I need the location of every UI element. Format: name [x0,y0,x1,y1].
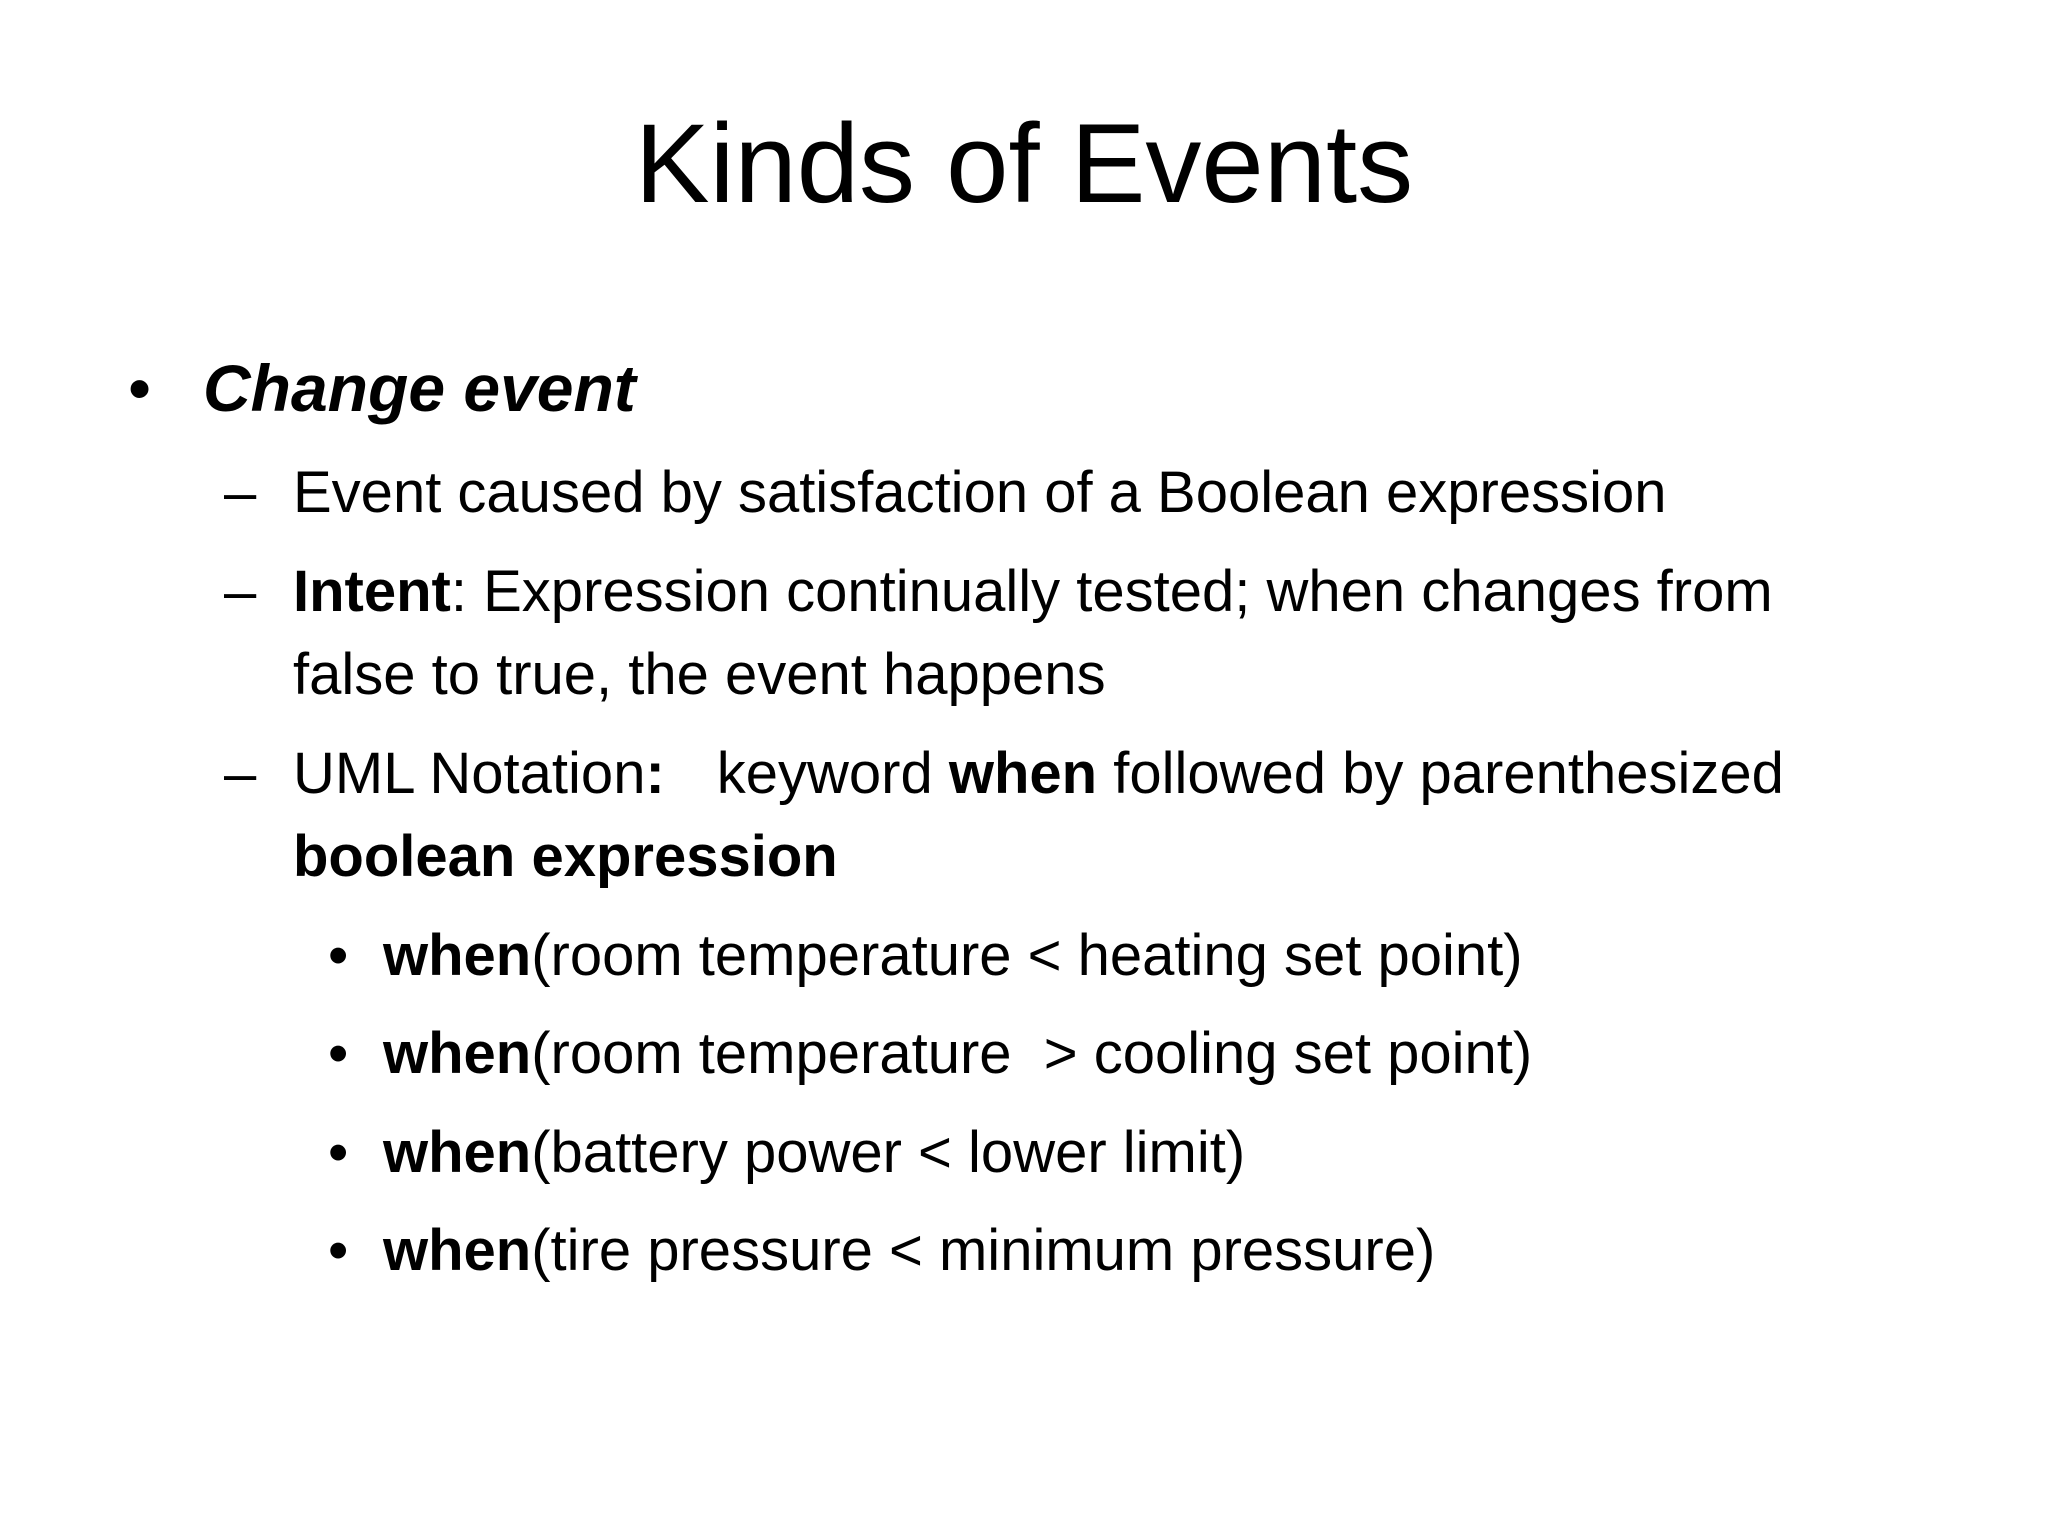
example-condition: (tire pressure < minimum pressure) [531,1218,1436,1283]
example-keyword: when [383,1120,532,1185]
dash-marker: – [224,559,257,624]
sub-item-intent-line2: false to true, the event happens [293,642,1106,707]
notation-colon: : [645,741,665,806]
slide-title: Kinds of Events [634,101,1414,226]
dash-marker: – [224,460,257,525]
example-item [383,1117,1245,1189]
example-keyword: when [383,1021,532,1086]
example-condition: (room temperature < heating set point) [531,923,1523,988]
example-item [383,1018,1532,1090]
sub-item-notation-line2: boolean expression [293,824,838,889]
intent-label: Intent [293,559,451,624]
change-event-heading: Change event [203,351,636,425]
notation-keyword-text: keyword [716,741,949,806]
notation-when-keyword: when [948,741,1098,806]
notation-label: UML Notation [293,741,646,806]
intent-text: : Expression continually tested; when changes from [450,559,1773,624]
dash-marker: – [224,741,257,806]
bullet-marker: • [128,351,152,425]
example-keyword: when [383,923,532,988]
example-condition: (room temperature > cooling set point) [531,1021,1533,1086]
sub-item-definition: Event caused by satisfaction of a Boolean expression [293,460,1667,525]
bullet-marker: • [328,1021,349,1086]
example-item [383,920,1523,992]
notation-followed-text: followed by parenthesized [1097,741,1784,806]
bullet-marker: • [328,1218,349,1283]
example-item [383,1215,1435,1287]
example-keyword: when [383,1218,532,1283]
sub-item-notation-line1 [293,738,1784,810]
example-condition: (battery power < lower limit) [531,1120,1246,1185]
sub-item-intent-line1 [293,556,1773,628]
bullet-marker: • [328,923,349,988]
bullet-marker: • [328,1120,349,1185]
